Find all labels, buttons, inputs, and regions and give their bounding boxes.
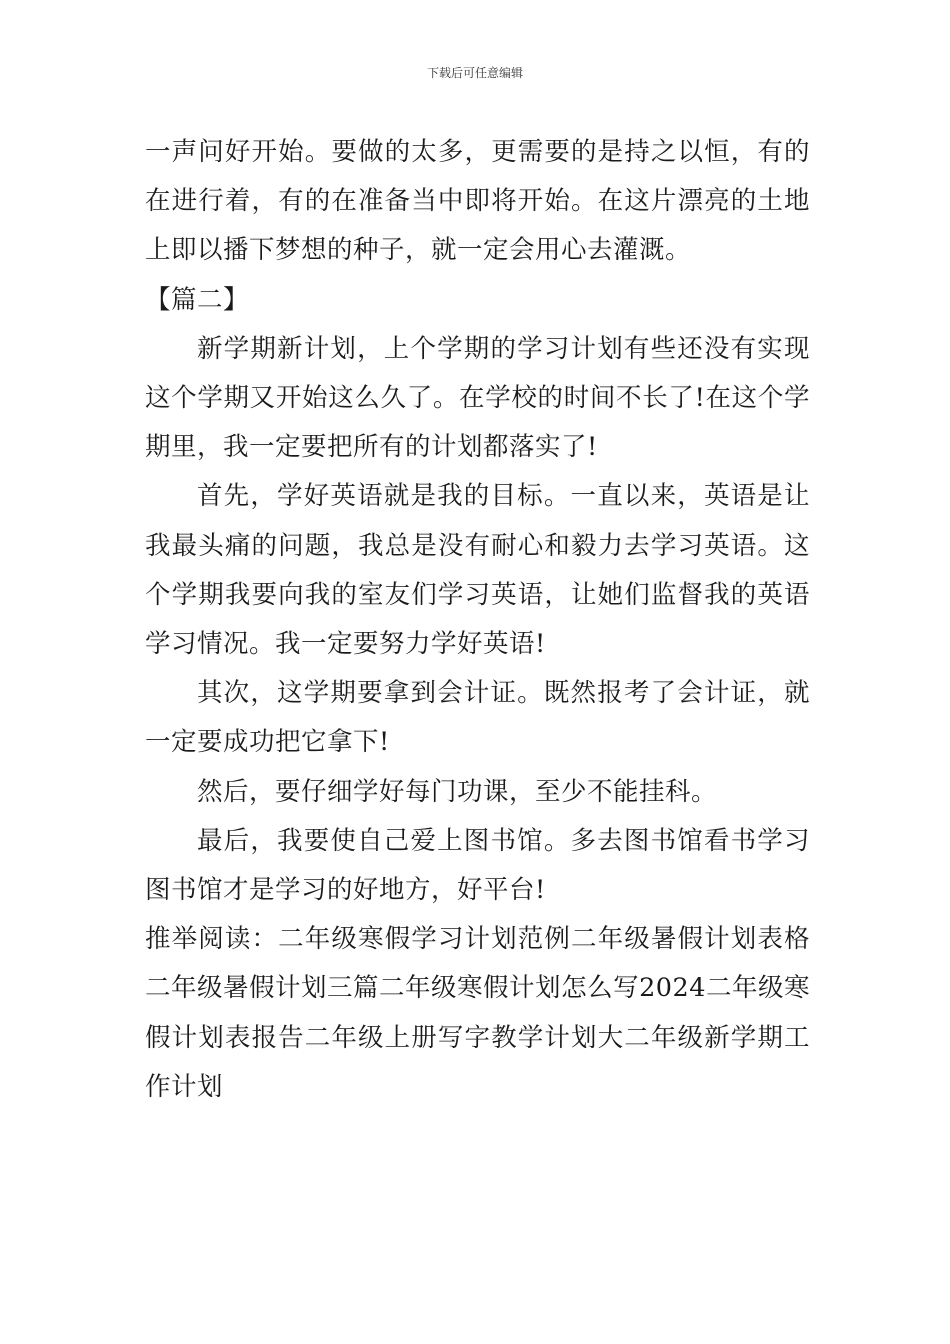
paragraph: 新学期新计划，上个学期的学习计划有些还没有实现这个学期又开始这么久了。在学校的时间不长了!在这个学期里，我一定要把所有的计划都落实了!: [145, 333, 810, 463]
paragraph: 首先，学好英语就是我的目标。一直以来，英语是让我最头痛的问题，我总是没有耐心和毅力去学习英语。这个学期我要向我的室友们学习英语，让她们监督我的英语学习情况。我一定要努力学好英语!: [145, 481, 810, 660]
paragraph: 其次，这学期要拿到会计证。既然报考了会计证，就一定要成功把它拿下!: [145, 678, 810, 758]
paragraph: 然后，要仔细学好每门功课，至少不能挂科。: [197, 776, 718, 807]
page-header-note: 下载后可任意编辑: [426, 66, 523, 80]
recommended-reading: 推举阅读：二年级寒假学习计划范例二年级暑假计划表格二年级暑假计划三篇二年级寒假计划怎么写2024二年级寒假计划表报告二年级上册写字教学计划大二年级新学期工作计划: [145, 924, 810, 1102]
paragraph-continuation: 一声问好开始。要做的太多，更需要的是持之以恒，有的在进行着，有的在准备当中即将开始。在这片漂亮的土地上即以播下梦想的种子，就一定会用心去灌溉。: [145, 137, 810, 266]
section-heading: 【篇二】: [145, 284, 250, 315]
paragraph: 最后，我要使自己爱上图书馆。多去图书馆看书学习图书馆才是学习的好地方，好平台!: [145, 825, 810, 906]
document-body: [145, 128, 810, 1112]
